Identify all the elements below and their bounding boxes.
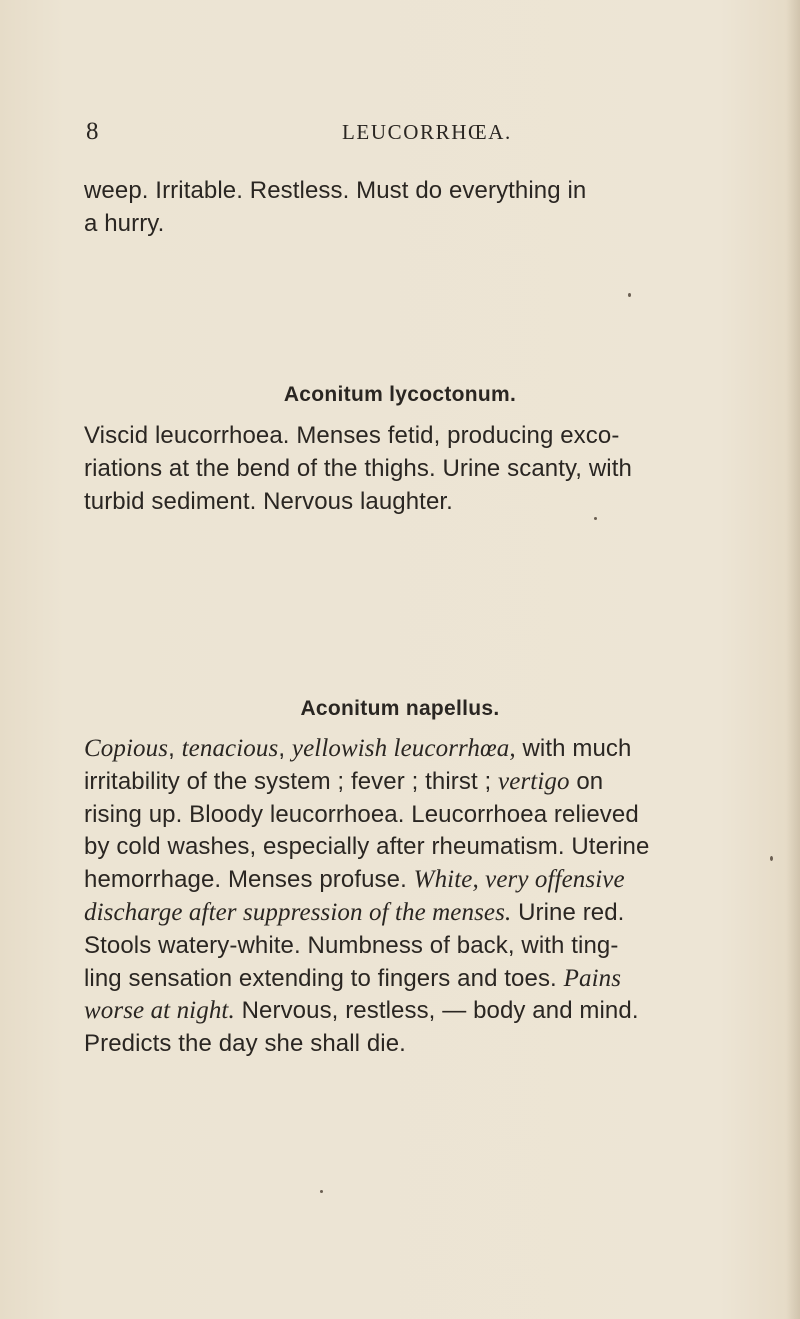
text-run: with much (515, 735, 632, 762)
text-run: , (168, 735, 182, 762)
remedy-heading-napellus: Aconitum napellus. (300, 697, 500, 720)
page-edge-shadow (786, 0, 800, 1319)
text-line: turbid sediment. Nervous laughter. (84, 487, 453, 515)
text-line (84, 864, 744, 897)
paper-speck (320, 1190, 323, 1193)
text-line: Predicts the day she shall die. (84, 1030, 406, 1058)
italic-phrase: discharge after suppression of the menses. (84, 898, 512, 926)
text-line (84, 963, 744, 996)
text-line (84, 995, 744, 1028)
text-line (84, 733, 744, 766)
text-run: hemorrhage. Menses profuse. (84, 866, 414, 894)
italic-phrase: yellowish leucorrhœa, (291, 735, 516, 762)
text-run: , (278, 735, 292, 762)
text-run: Nervous, restless, — body and mind. (234, 997, 639, 1025)
text-line: weep. Irritable. Restless. Must do everything in (84, 177, 587, 204)
text-run: on (569, 767, 604, 795)
italic-phrase: Copious (84, 735, 169, 762)
carryover-paragraph (84, 175, 744, 241)
text-run: ling sensation extending to fingers and toes. (84, 964, 557, 992)
italic-phrase: tenacious (181, 735, 279, 762)
italic-phrase: Pains (563, 964, 622, 992)
remedy-paragraph-lycoctonum (84, 420, 744, 518)
italic-phrase: White, very offensive (413, 866, 625, 894)
running-title: LEUCORRHŒA. (342, 120, 512, 144)
text-line: by cold washes, especially after rheumatism. Uterine (84, 833, 650, 861)
remedy-paragraph-napellus (84, 733, 744, 1061)
remedy-heading-lycoctonum: Aconitum lycoctonum. (283, 383, 517, 406)
page-number: 8 (86, 118, 99, 145)
text-line (84, 897, 744, 930)
running-head (86, 118, 746, 148)
text-line: Stools watery-white. Numbness of back, with ting- (84, 931, 619, 959)
text-run: irritability of the system ; fever ; thirst ; (84, 767, 499, 795)
italic-phrase: worse at night. (84, 997, 235, 1025)
text-line: Viscid leucorrhoea. Menses fetid, producing exco- (84, 422, 620, 449)
text-run: Urine red. (511, 898, 625, 926)
italic-phrase: vertigo (498, 767, 570, 795)
text-line: a hurry. (84, 209, 165, 237)
text-line (84, 766, 744, 799)
text-line: riations at the bend of the thighs. Urine scanty, with (84, 454, 632, 482)
paper-speck (594, 517, 597, 520)
paper-speck (628, 293, 631, 297)
text-line: rising up. Bloody leucorrhoea. Leucorrhoea relieved (84, 800, 639, 828)
paper-speck (770, 856, 773, 861)
